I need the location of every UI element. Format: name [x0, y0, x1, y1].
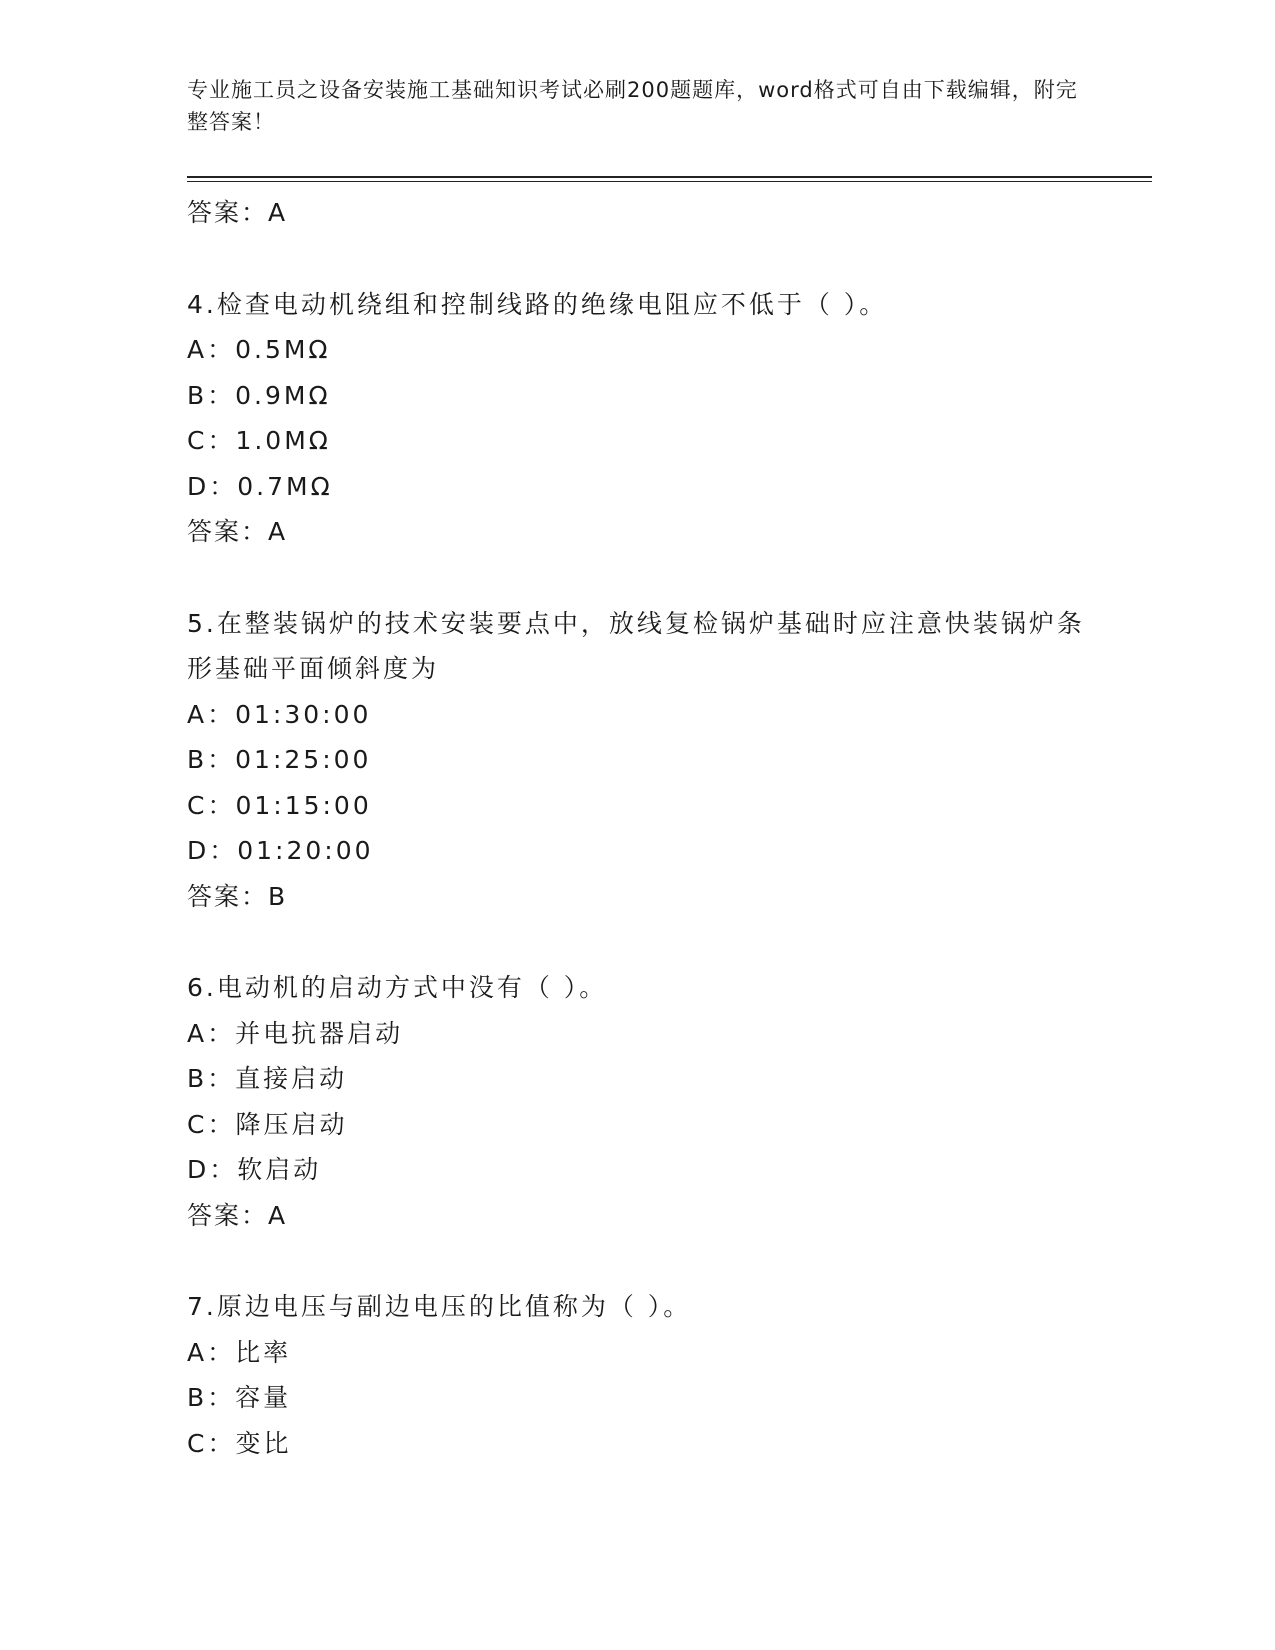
question-block [187, 1284, 1087, 1466]
header-divider [187, 176, 1152, 178]
spacer [187, 236, 1087, 282]
option-d: D：01:20:00 [187, 836, 374, 865]
option-b: B：0.9MΩ [187, 380, 331, 410]
question-text: 4.检查电动机绕组和控制线路的绝缘电阻应不低于（ ）。 [187, 289, 888, 319]
option-b: B：01:25:00 [187, 745, 372, 774]
option-c: C：1.0MΩ [187, 426, 331, 455]
question-block [187, 282, 1087, 555]
option-a: A：0.5MΩ [187, 335, 331, 364]
answer-line: 答案：A [187, 517, 288, 546]
question-text: 6.电动机的启动方式中没有（ ）。 [187, 973, 608, 1002]
option-d: D：0.7MΩ [187, 471, 333, 501]
header-divider-thin [187, 181, 1152, 182]
option-c: C：降压启动 [187, 1109, 348, 1139]
option-a: A：比率 [187, 1337, 292, 1367]
answer-line: 答案：B [187, 881, 288, 911]
question-text: 7.原边电压与副边电压的比值称为（ ）。 [187, 1292, 692, 1321]
option-b: B：直接启动 [187, 1064, 348, 1093]
option-b: B：容量 [187, 1383, 292, 1412]
option-a: A：01:30:00 [187, 699, 372, 729]
option-d: D：软启动 [187, 1155, 322, 1184]
question-block [187, 601, 1087, 920]
option-c: C：变比 [187, 1428, 292, 1458]
option-c: C：01:15:00 [187, 790, 372, 820]
answer-line: 答案：A [187, 198, 288, 227]
question-text: 5.在整装锅炉的技术安装要点中，放线复检锅炉基础时应注意快装锅炉条形基础平面倾斜度为 [187, 608, 1085, 683]
spacer [187, 919, 1087, 965]
spacer [187, 1238, 1087, 1284]
page-header: 专业施工员之设备安装施工基础知识考试必刷200题题库，word格式可自由下载编辑，附完整答案！ [187, 78, 1078, 134]
spacer [187, 555, 1087, 601]
question-list [187, 190, 1087, 1466]
answer-line: 答案：A [187, 1200, 288, 1230]
question-block [187, 965, 1087, 1238]
option-a: A：并电抗器启动 [187, 1018, 404, 1048]
